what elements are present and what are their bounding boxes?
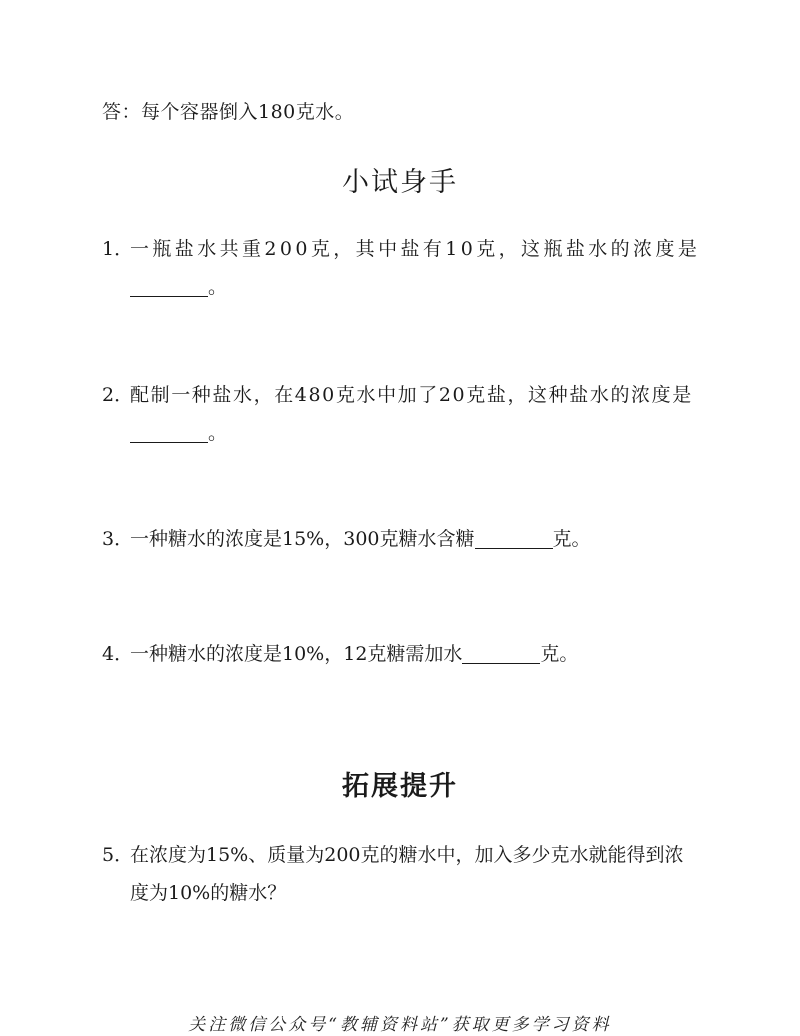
problem-tail: 克。 bbox=[540, 643, 579, 665]
problem-2 bbox=[102, 376, 702, 452]
answer-blank[interactable] bbox=[462, 662, 540, 664]
footer-promo: 关注微信公众号“教辅资料站”获取更多学习资料 bbox=[188, 1015, 612, 1035]
problem-number: 5． bbox=[102, 844, 134, 866]
problem-tail: 。 bbox=[208, 422, 228, 444]
previous-answer: 答：每个容器倒入180克水。 bbox=[102, 101, 355, 123]
problem-text: 一种糖水的浓度是10%，12克糖需加水 bbox=[130, 643, 463, 665]
problem-number: 2． bbox=[102, 384, 134, 406]
problem-text-line-1: 在浓度为15%、质量为200克的糖水中，加入多少克水就能得到浓 bbox=[130, 844, 684, 866]
section-title-practice: 小试身手 bbox=[342, 167, 458, 198]
problem-tail: 克。 bbox=[552, 528, 591, 550]
section-title-extend: 拓展提升 bbox=[342, 771, 458, 802]
problem-1 bbox=[102, 230, 702, 306]
problem-tail: 。 bbox=[208, 276, 228, 298]
answer-blank[interactable] bbox=[130, 295, 208, 297]
problem-5 bbox=[102, 836, 702, 912]
problem-number: 3． bbox=[102, 528, 134, 550]
answer-blank[interactable] bbox=[130, 441, 208, 443]
problem-4 bbox=[102, 635, 702, 673]
problem-text: 配制一种盐水，在480克水中加了20克盐，这种盐水的浓度是 bbox=[130, 384, 693, 406]
answer-blank[interactable] bbox=[475, 547, 553, 549]
problem-text: 一瓶盐水共重200克，其中盐有10克，这瓶盐水的浓度是 bbox=[130, 238, 701, 260]
problem-number: 1． bbox=[102, 238, 134, 260]
problem-text: 一种糖水的浓度是15%，300克糖水含糖 bbox=[130, 528, 475, 550]
problem-text-line-2: 度为10%的糖水？ bbox=[130, 882, 287, 904]
problem-3 bbox=[102, 520, 702, 558]
problem-number: 4． bbox=[102, 643, 134, 665]
